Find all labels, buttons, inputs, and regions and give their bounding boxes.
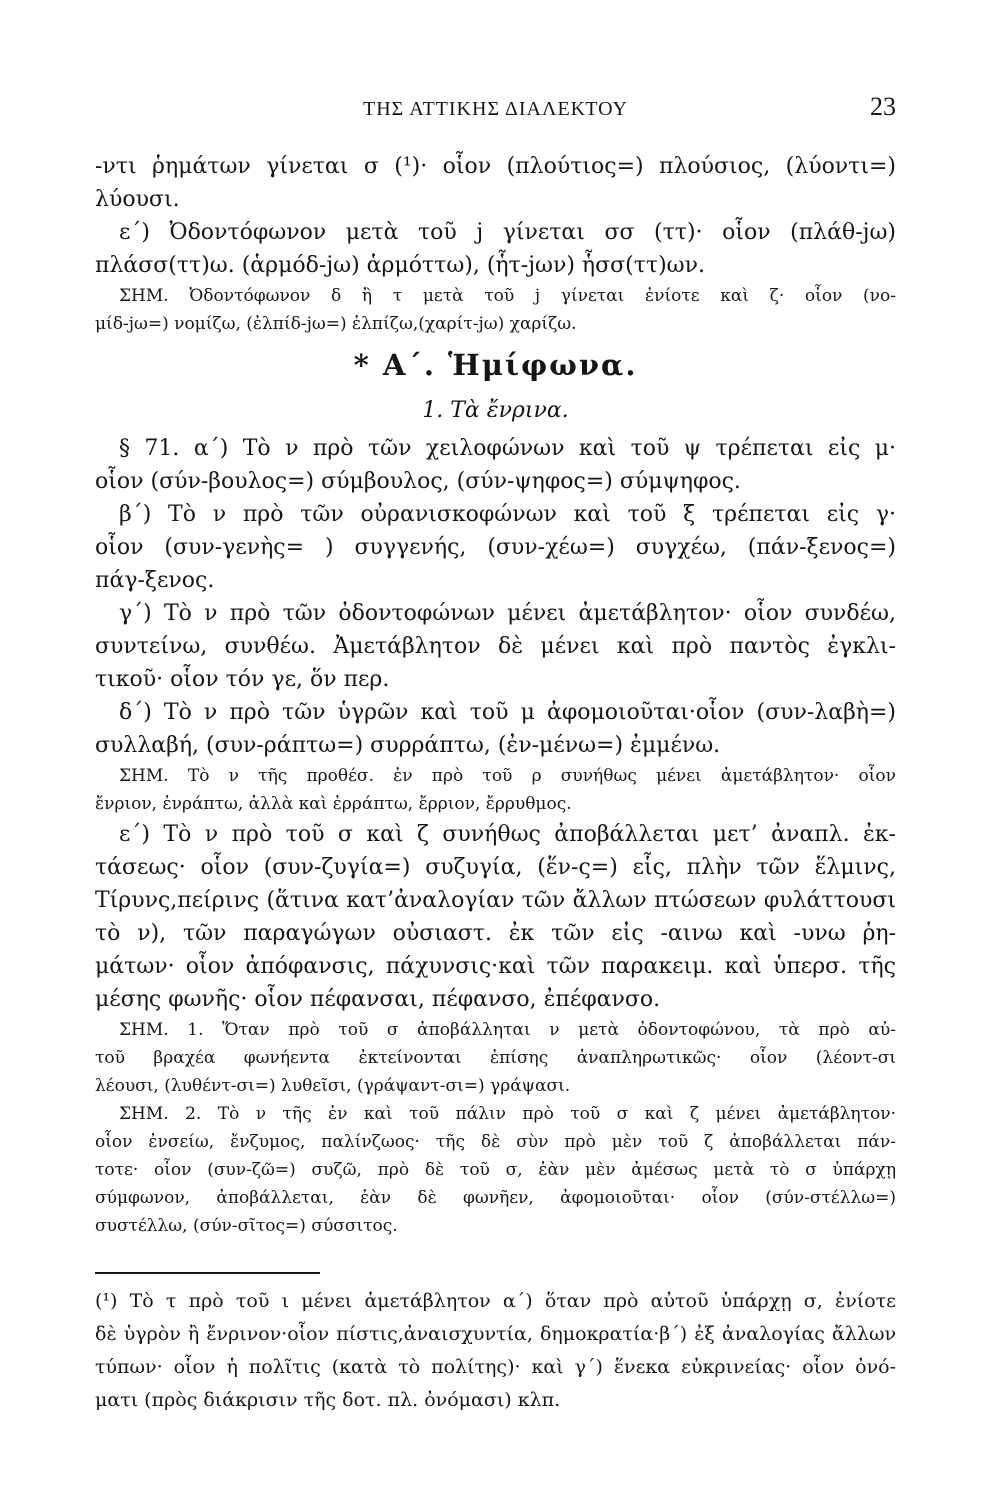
text-line: οἷον (σύν-βουλος=) σύμβουλος, (σύν-ψηφος=) σύμψηφος. (95, 469, 741, 494)
footnote (95, 1285, 896, 1417)
text-line: ΣΗΜ. Ὀδοντόφωνον δ ἢ τ μετὰ τοῦ j γίνεται ἐνίοτε καὶ ζ· οἷον (νο- (119, 286, 896, 306)
text-line: δ΄) Τὸ ν πρὸ τῶν ὑγρῶν καὶ τοῦ μ ἀφομοιοῦται·οἷον (συν-λαβὴ=) (119, 700, 896, 725)
text-line: -ντι ῥημάτων γίνεται σ (¹)· οἷον (πλούτιος=) πλούσιος, (λύοντι=) (95, 154, 896, 179)
text-line: συλλαβή, (συν-ράπτω=) συρράπτω, (ἐν-μένω=) ἐμμένω. (95, 733, 721, 758)
footnote-rule (95, 1272, 320, 1274)
section-heading: * Α΄. Ἡμίφωνα. (353, 348, 638, 382)
text-line: ΣΗΜ. 2. Τὸ ν τῆς ἐν καὶ τοῦ πάλιν πρὸ τοῦ σ καὶ ζ μένει ἀμετάβλητον· (119, 1104, 896, 1124)
text-line: ΣΗΜ. 1. Ὅταν πρὸ τοῦ σ ἀποβάλληται ν μετὰ ὀδοντοφώνου, τὰ πρὸ αὐ- (119, 1020, 896, 1040)
footnote-line: δὲ ὑγρὸν ἢ ἔνρινον·οἷον πίστις,ἀναισχυντία, δημοκρατία·β΄) ἐξ ἀναλογίας ἄλλων (95, 1323, 896, 1345)
text-line: τοῦ βραχέα φωνήεντα ἐκτείνονται ἐπίσης ἀναπληρωτικῶς· οἷον (λέοντ-σι (95, 1048, 896, 1068)
main-text (95, 150, 896, 1240)
text-line: ΣΗΜ. Τὸ ν τῆς προθέσ. ἐν πρὸ τοῦ ρ συνήθως μένει ἀμετάβλητον· οἷον (119, 766, 896, 786)
text-line: ε΄) Ὀδοντόφωνον μετὰ τοῦ j γίνεται σσ (ττ)· οἷον (πλάθ-jω) (119, 220, 896, 245)
running-header (95, 92, 896, 128)
text-line: λέουσι, (λυθέντ-σι=) λυθεῖσι, (γράψαντ-σι=) γράψασι. (95, 1076, 571, 1096)
section-subheading: 1. Τὰ ἔνρινα. (422, 398, 569, 423)
text-line: οἷον (συν-γενὴς= ) συγγενής, (συν-χέω=) συγχέω, (πάν-ξενος=) (95, 535, 896, 560)
text-line: λύουσι. (95, 187, 180, 212)
running-title: ΤΗΣ ΑΤΤΙΚΗΣ ΔΙΑΛΕΚΤΟΥ (363, 98, 628, 120)
text-line: ε΄) Τὸ ν πρὸ τοῦ σ καὶ ζ συνήθως ἀποβάλλεται μετ’ ἀναπλ. ἐκ- (119, 822, 896, 847)
text-line: συστέλλω, (σύν-σῖτος=) σύσσιτος. (95, 1216, 398, 1236)
text-line: οἷον ἐνσείω, ἔνζυμος, παλίνζωος· τῆς δὲ σὺν πρὸ μὲν τοῦ ζ ἀποβάλλεται πάν- (95, 1132, 896, 1152)
text-line: μίδ-jω=) νομίζω, (ἐλπίδ-jω=) ἐλπίζω,(χαρίτ-jω) χαρίζω. (95, 314, 577, 334)
footnote-line: (¹) Τὸ τ πρὸ τοῦ ι μένει ἀμετάβλητον α΄) ὅταν πρὸ αὐτοῦ ὑπάρχῃ σ, ἐνίοτε (95, 1290, 896, 1312)
text-line: πλάσσ(ττ)ω. (ἁρμόδ-jω) ἁρμόττω), (ἧτ-jων) ἧσσ(ττ)ων. (95, 253, 705, 278)
text-line: σύμφωνον, ἀποβάλλεται, ἐὰν δὲ φωνῆεν, ἀφομοιοῦται· οἷον (σύν-στέλλω=) (95, 1188, 896, 1208)
text-line: ἔνριον, ἐνράπτω, ἀλλὰ καὶ ἐρράπτω, ἔρριον, ἔρρυθμος. (95, 794, 572, 814)
footnote-line: τύπων· οἷον ἡ πολῖτις (κατὰ τὸ πολίτης)· καὶ γ΄) ἕνεκα εὐκρινείας· οἷον ὀνό- (95, 1356, 896, 1378)
text-line: τάσεως· οἷον (συν-ζυγία=) συζυγία, (ἕν-ς=) εἷς, πλὴν τῶν ἕλμινς, (95, 855, 896, 880)
text-line: τὸ ν), τῶν παραγώγων οὐσιαστ. ἐκ τῶν εἰς -αινω καὶ -υνω ῥη- (95, 921, 896, 946)
text-line: § 71. α΄) Τὸ ν πρὸ τῶν χειλοφώνων καὶ τοῦ ψ τρέπεται εἰς μ· (119, 436, 896, 461)
page-number: 23 (870, 92, 896, 121)
text-line: μέσης φωνῆς· οἷον πέφανσαι, πέφανσο, ἐπέφανσο. (95, 987, 661, 1012)
text-line: β΄) Τὸ ν πρὸ τῶν οὐρανισκοφώνων καὶ τοῦ ξ τρέπεται εἰς γ· (119, 502, 896, 527)
text-line: συντείνω, συνθέω. Ἀμετάβλητον δὲ μένει καὶ πρὸ παντὸς ἐγκλι- (95, 634, 896, 659)
text-line: Τίρυνς,πείρινς (ἅτινα κατ’ἀναλογίαν τῶν ἄλλων πτώσεων φυλάττουσι (95, 888, 896, 913)
text-line: μάτων· οἷον ἀπόφανσις, πάχυνσις·καὶ τῶν παρακειμ. καὶ ὑπερσ. τῆς (95, 954, 896, 979)
footnote-line: ματι (πρὸς διάκρισιν τῆς δοτ. πλ. ὀνόμασι) κλπ. (95, 1389, 561, 1411)
text-line: τοτε· οἷον (συν-ζῶ=) συζῶ, πρὸ δὲ τοῦ σ, ἐὰν μὲν ἀμέσως μετὰ τὸ σ ὑπάρχῃ (95, 1160, 896, 1180)
text-line: γ΄) Τὸ ν πρὸ τῶν ὀδοντοφώνων μένει ἀμετάβλητον· οἷον συνδέω, (119, 601, 896, 626)
text-line: τικοῦ· οἷον τόν γε, ὅν περ. (95, 667, 390, 692)
text-line: πάγ-ξενος. (95, 568, 215, 593)
